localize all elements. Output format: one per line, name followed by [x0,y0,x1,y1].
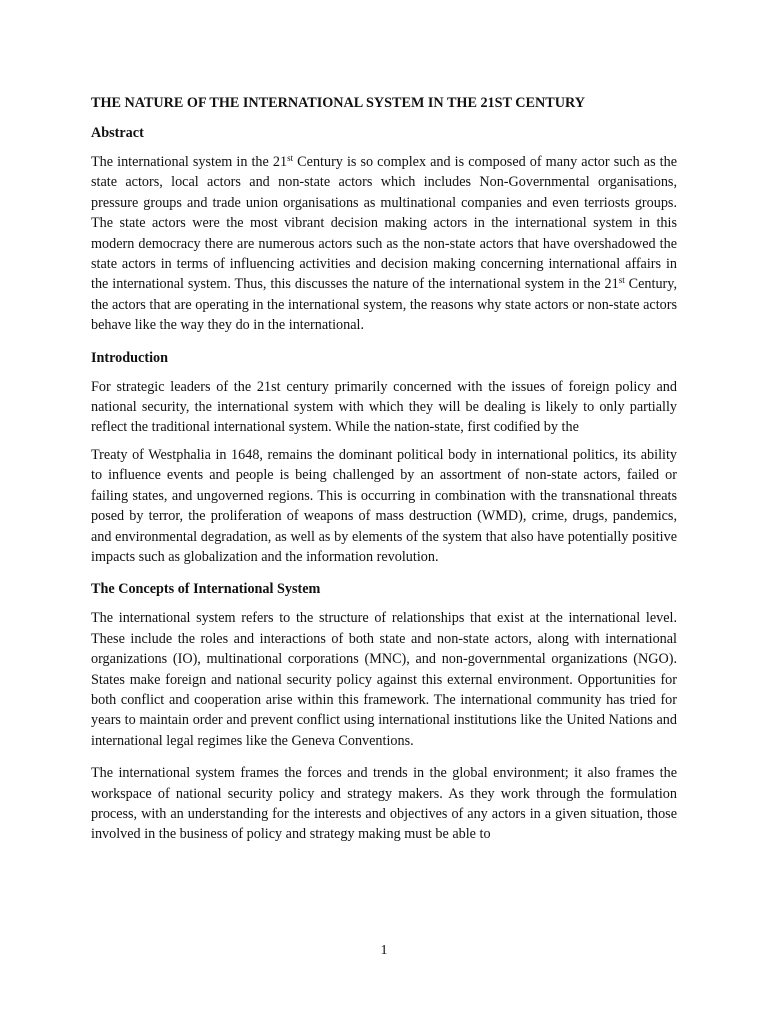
abstract-superscript-2: st [618,275,625,286]
document-body [91,93,677,857]
abstract-text-part2: Century is so complex and is composed of many actor such as the state actors, local actors and non-state actors which includes Non-Governmental organisations, pressure groups and trade union organisations as multinational companies and even terriosts groups. The state actors were the most vibrant decision making actors in the international system in this modern democracy there are numerous actors such as the non-state actors that have overshadowed the state actors in terms of influencing activities and decision making concerning international affairs in the international system. Thus, this discusses the nature of the international system in the 21 [91,154,677,293]
abstract-heading: Abstract [91,125,144,141]
abstract-paragraph [91,152,677,336]
introduction-heading: Introduction [91,349,168,366]
abstract-superscript-1: st [287,153,294,163]
introduction-paragraph-1: For strategic leaders of the 21st century primarily concerned with the issues of foreign policy and national security, the international system with which they will be dealing is likely to only partially reflect the traditional international system. While the nation-state, first codified by the [91,378,677,436]
abstract-text-part3: Century, the actors that are operating in the international system, the reasons why state actors or non-state actors behave like the way they do in the international. [91,276,677,334]
document-title: THE NATURE OF THE INTERNATIONAL SYSTEM IN THE 21ST CENTURY [91,95,585,111]
abstract-text-part1: The international system in the 21 [91,154,288,170]
concepts-heading: The Concepts of International System [91,581,321,598]
concepts-paragraph-2: The international system frames the forces and trends in the global environment; it also frames the workspace of national security policy and strategy makers. As they work through the formulation process, with an understanding for the interests and objectives of any actors in a given situation, those involved in the business of policy and strategy making must be able to [91,765,677,843]
page-number: 1 [380,943,388,958]
concepts-paragraph-1: The international system refers to the structure of relationships that exist at the international level. These include the roles and interactions of both state and non-state actors, along with international organizations (IO), multinational corporations (MNC), and non-governmental organizations (NGO). States make foreign and national security policy against this external environment. Opportunities for both conflict and cooperation arise within this framework. The international community has tried for years to maintain order and prevent conflict using international institutions like the United Nations and international legal regimes like the Geneva Conventions. [91,610,677,749]
introduction-paragraph-2: Treaty of Westphalia in 1648, remains the dominant political body in international politics, its ability to influence events and people is being challenged by an assortment of non-state actors, failed or failing states, and ungoverned regions. This is occurring in combination with the transnational threats posed by terror, the proliferation of weapons of mass destruction (WMD), crime, drugs, pandemics, and environmental degradation, as well as by elements of the system that also have potentially positive impacts such as globalization and the information revolution. [91,446,677,565]
